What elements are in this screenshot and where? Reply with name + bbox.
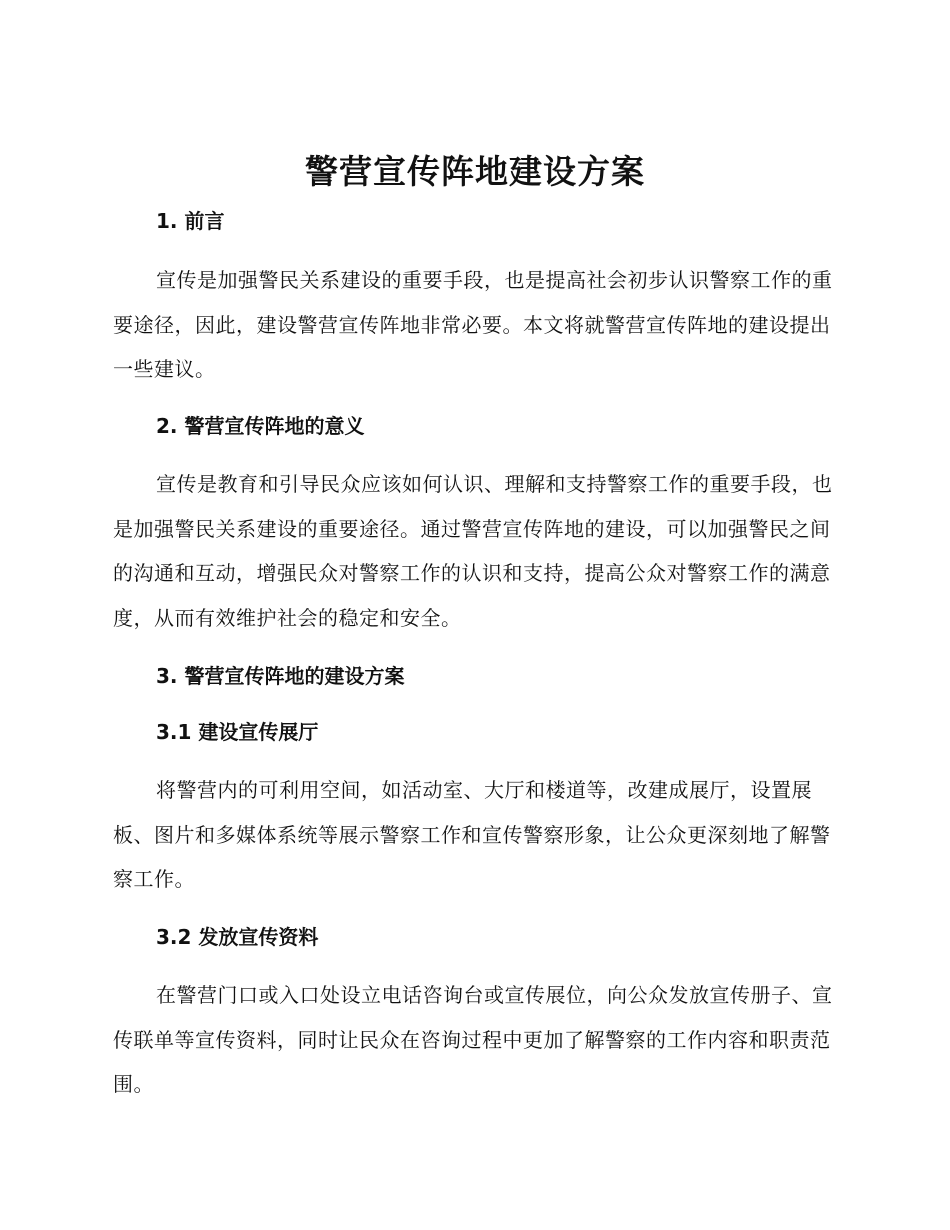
section-heading-plan: 3. 警营宣传阵地的建设方案 bbox=[156, 664, 405, 688]
section-heading-preface: 1. 前言 bbox=[156, 209, 225, 233]
section-heading-exhibition-hall: 3.1 建设宣传展厅 bbox=[156, 720, 319, 744]
section-paragraph-significance: 宣传是教育和引导民众应该如何认识、理解和支持警察工作的重要手段，也是加强警民关系建设的重要途径。通过警营宣传阵地的建设，可以加强警民之间的沟通和互动，增强民众对警察工作的认识和支持，提高公众对警察工作的满意度，从而有效维护社会的稳定和安全。 bbox=[113, 472, 833, 630]
document-title: 警营宣传阵地建设方案 bbox=[305, 152, 645, 191]
section-paragraph-exhibition-hall: 将警营内的可利用空间，如活动室、大厅和楼道等，改建成展厅，设置展板、图片和多媒体系统等展示警察工作和宣传警察形象，让公众更深刻地了解警察工作。 bbox=[113, 778, 831, 891]
section-heading-materials: 3.2 发放宣传资料 bbox=[156, 925, 319, 949]
section-paragraph-materials: 在警营门口或入口处设立电话咨询台或宣传展位，向公众发放宣传册子、宣传联单等宣传资料，同时让民众在咨询过程中更加了解警察的工作内容和职责范围。 bbox=[113, 983, 833, 1096]
section-paragraph-preface: 宣传是加强警民关系建设的重要手段，也是提高社会初步认识警察工作的重要途径，因此，建设警营宣传阵地非常必要。本文将就警营宣传阵地的建设提出一些建议。 bbox=[113, 268, 833, 381]
section-heading-significance: 2. 警营宣传阵地的意义 bbox=[156, 414, 365, 438]
